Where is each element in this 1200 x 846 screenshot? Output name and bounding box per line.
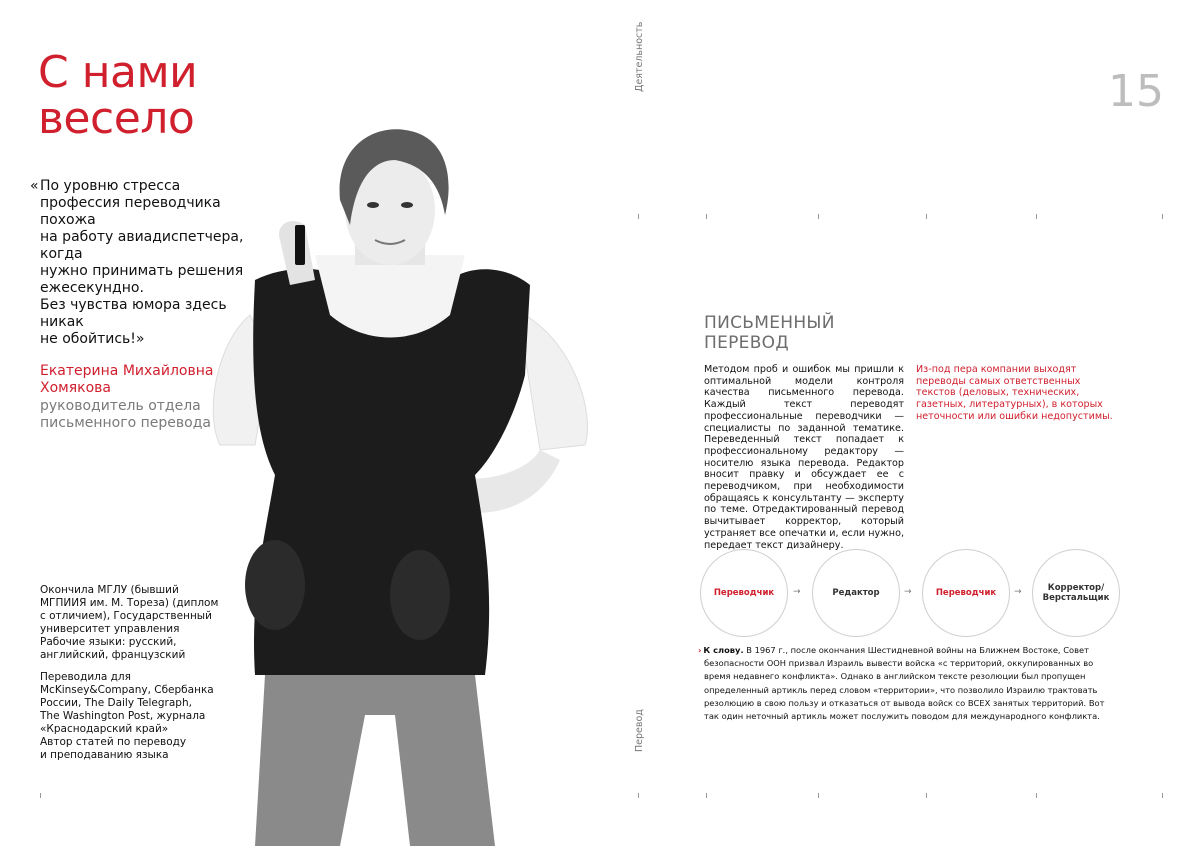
page-title: [38, 47, 198, 144]
section-title-line: ПЕРЕВОД: [704, 333, 789, 353]
crop-mark: [1036, 793, 1037, 798]
bio-line: МГПИИЯ им. М. Тореза) (диплом: [40, 597, 219, 609]
quote-line: на работу авиадиспетчера, когда: [40, 229, 244, 262]
arrow-right-icon: →: [793, 587, 801, 597]
bio-line: Автор статей по переводу: [40, 736, 187, 748]
note-lead: К слову.: [703, 645, 744, 655]
crop-mark: [706, 214, 707, 219]
crop-mark: [926, 214, 927, 219]
note-marker: ›: [698, 645, 702, 655]
arrow-right-icon: →: [904, 587, 912, 597]
bio-line: «Краснодарский край»: [40, 723, 169, 735]
right-sleeve: [525, 315, 588, 450]
bio-line: и преподаванию языка: [40, 749, 169, 761]
trousers: [255, 675, 495, 846]
footnote: [698, 644, 1112, 723]
quote-line: нужно принимать решения: [40, 263, 244, 279]
crop-mark: [638, 214, 639, 219]
spine-label-bottom: Перевод: [634, 709, 645, 752]
name-line: Екатерина Михайловна: [40, 363, 214, 379]
bio-line: Окончила МГЛУ (бывший: [40, 584, 179, 596]
bio-line: России, The Daily Telegraph,: [40, 697, 192, 709]
note-text: В 1967 г., после окончания Шестидневной войны на Ближнем Востоке, Совет безопасности ООН призвал Израиль вывести войска «с территорий, оккупированных во время недавнего конфликта». Однако в английском тексте резолюции был пропущен определенный артикль перед словом «территории», что позволило Израилю трактовать резолюцию в свою пользу и отказаться от вывода войск со ВСЕХ занятых территорий. Вот так один неточный артикль может послужить поводом для международного конфликта.: [704, 645, 1105, 722]
quote-open-mark: «: [30, 178, 39, 194]
name-line: Хомякова: [40, 380, 111, 396]
section-title-line: ПИСЬМЕННЫЙ: [704, 313, 835, 333]
quote-line: ежесекундно.: [40, 280, 144, 296]
pocket: [245, 540, 305, 630]
role-line: письменного перевода: [40, 415, 211, 431]
crop-mark: [818, 793, 819, 798]
highlight-text: Из-под пера компании выходят переводы самых ответственных текстов (деловых, технических, газетных, литературных), в которых неточности или ошибки недопустимы.: [916, 364, 1113, 422]
crop-mark: [818, 214, 819, 219]
bio-education: [40, 584, 220, 662]
crop-mark: [1162, 793, 1163, 798]
eye: [401, 202, 413, 208]
bio-line: McKinsey&Company, Сбербанка: [40, 684, 214, 696]
bio-line: The Washington Post, журнала: [40, 710, 206, 722]
bio-line: Рабочие языки: русский,: [40, 636, 177, 648]
workflow-step-translator: Переводчик: [700, 549, 788, 637]
eye: [367, 202, 379, 208]
quote-line: Без чувства юмора здесь никак: [40, 297, 227, 330]
body-text: Методом проб и ошибок мы пришли к оптимальной модели контроля качества письменного перевода. Каждый текст переводят профессиональные переводчики — специалисты по заданной тематике. Переведенный текст попадает к профессиональному редактору — носителю языка перевода. Редактор вносит правку и обсуждает ее с переводчиком, при необходимости обращаясь к консультанту — эксперту по теме. Отредактированный перевод вычитывает корректор, который устраняет все опечатки и, если нужно, передает текст дизайнеру.: [704, 364, 904, 551]
page-number: 15: [1108, 66, 1164, 117]
pocket: [390, 550, 450, 640]
title-line: С нами: [38, 47, 198, 98]
bio-line: университет управления: [40, 623, 180, 635]
bio-line: английский, французский: [40, 649, 186, 661]
bio-line: с отличием), Государственный: [40, 610, 212, 622]
quote-line: профессия переводчика похожа: [40, 195, 221, 228]
workflow-step-proofreader: Корректор/ Верстальщик: [1032, 549, 1120, 637]
workflow-step-editor: Редактор: [812, 549, 900, 637]
title-line: весело: [38, 93, 195, 144]
crop-mark: [40, 793, 41, 798]
section-title: [704, 313, 835, 353]
quote-line: не обойтись!»: [40, 331, 145, 347]
spine-label-top: Деятельность: [634, 21, 645, 92]
crop-mark: [1162, 214, 1163, 219]
crop-mark: [926, 793, 927, 798]
phone-icon: [295, 225, 305, 265]
arrow-right-icon: →: [1014, 587, 1022, 597]
crop-mark: [1036, 214, 1037, 219]
workflow-step-translator: Переводчик: [922, 549, 1010, 637]
portrait-photo: [195, 115, 605, 846]
crop-mark: [706, 793, 707, 798]
role-line: руководитель отдела: [40, 398, 201, 414]
quote-line: По уровню стресса: [40, 178, 181, 194]
crop-mark: [638, 793, 639, 798]
bio-line: Переводила для: [40, 671, 131, 683]
